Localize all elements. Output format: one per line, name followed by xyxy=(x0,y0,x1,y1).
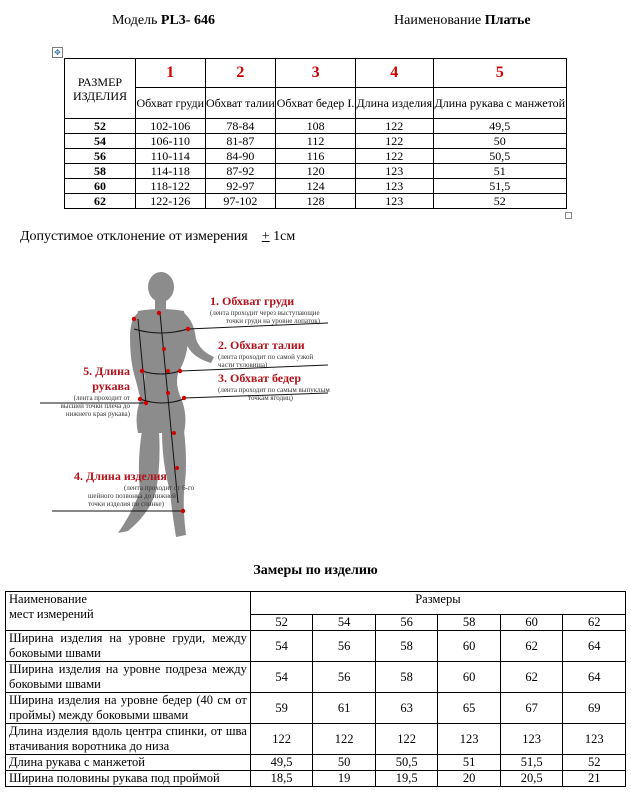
label-length-desc: (лента проходит от 6-го xyxy=(124,484,195,492)
table-cell: 19,5 xyxy=(375,771,438,787)
table-cell: 92-97 xyxy=(205,179,276,194)
label-length-desc: шейного позвонка до нижней xyxy=(88,492,176,500)
table-move-handle-icon[interactable]: ✥ xyxy=(52,47,63,58)
table-cell: 50 xyxy=(433,134,566,149)
name-header-line: мест измерений xyxy=(9,607,94,621)
size-cell: 60 xyxy=(65,179,136,194)
table-row xyxy=(65,134,567,149)
table-cell: 50,5 xyxy=(433,149,566,164)
table-cell: 112 xyxy=(276,134,356,149)
table-cell: 18,5 xyxy=(250,771,313,787)
table-cell: 120 xyxy=(276,164,356,179)
table-cell: 51 xyxy=(433,164,566,179)
column-number: 2 xyxy=(205,59,276,88)
column-header: Обхват талии xyxy=(205,88,276,119)
table-cell: 51 xyxy=(438,755,501,771)
size-header-cell: 60 xyxy=(500,615,563,631)
label-sleeve-desc: (лента проходит от xyxy=(73,394,130,402)
size-header-cell: 62 xyxy=(563,615,626,631)
table-cell: 20 xyxy=(438,771,501,787)
label-hips xyxy=(218,371,330,402)
table-cell: 64 xyxy=(563,631,626,662)
table-cell: 65 xyxy=(438,693,501,724)
measure-name: Ширина половины рукава под проймой xyxy=(6,771,251,787)
table-cell: 122 xyxy=(375,724,438,755)
label-waist xyxy=(218,338,313,369)
table-cell: 122 xyxy=(355,119,433,134)
label-chest-desc: (лента проходит через выступающие xyxy=(210,309,320,317)
table-cell: 62 xyxy=(500,662,563,693)
table-cell: 58 xyxy=(375,631,438,662)
name-header xyxy=(6,592,251,631)
table-row xyxy=(65,149,567,164)
label-length-desc: точки изделия по спинке) xyxy=(88,500,164,508)
table-cell: 50 xyxy=(313,755,376,771)
label-sleeve-title: 5. Длина рукава xyxy=(83,364,130,393)
label-length-title: 4. Длина изделия xyxy=(74,469,167,483)
label-waist-title: 2. Обхват талии xyxy=(218,338,305,352)
table-row xyxy=(6,724,626,755)
table-cell: 123 xyxy=(355,179,433,194)
table-cell: 49,5 xyxy=(433,119,566,134)
table-cell: 123 xyxy=(355,194,433,209)
sizes-header: Размеры xyxy=(250,592,625,615)
table-cell: 60 xyxy=(438,662,501,693)
table-cell: 108 xyxy=(276,119,356,134)
table-cell: 67 xyxy=(500,693,563,724)
table-cell: 60 xyxy=(438,631,501,662)
size-cell: 58 xyxy=(65,164,136,179)
table-row xyxy=(6,662,626,693)
label-waist-desc: части туловища) xyxy=(218,361,268,369)
measure-name: Длина рукава с манжетой xyxy=(6,755,251,771)
table-cell: 63 xyxy=(375,693,438,724)
column-number: 3 xyxy=(276,59,356,88)
table-cell: 106-110 xyxy=(136,134,206,149)
column-header: Обхват бедер I. xyxy=(276,88,356,119)
measurement-figure xyxy=(38,263,368,548)
table-cell: 81-87 xyxy=(205,134,276,149)
table-cell: 122 xyxy=(313,724,376,755)
size-header-cell: 58 xyxy=(438,615,501,631)
table-cell: 61 xyxy=(313,693,376,724)
table-row xyxy=(65,164,567,179)
table-cell: 20,5 xyxy=(500,771,563,787)
size-cell: 54 xyxy=(65,134,136,149)
measure-name: Длина изделия вдоль центра спинки, от шва втачивания воротника до низа xyxy=(6,724,251,755)
table-cell: 69 xyxy=(563,693,626,724)
label-waist-desc: (лента проходит по самой узкой xyxy=(218,353,314,361)
model-label-text: Модель xyxy=(112,13,158,28)
tolerance-note xyxy=(20,229,295,245)
table-cell: 51,5 xyxy=(500,755,563,771)
table-row xyxy=(6,771,626,787)
table-cell: 58 xyxy=(375,662,438,693)
table-cell: 122 xyxy=(355,149,433,164)
size-cell: 52 xyxy=(65,119,136,134)
table-cell: 54 xyxy=(250,662,313,693)
label-chest-title: 1. Обхват груди xyxy=(210,294,295,308)
table-row xyxy=(6,631,626,662)
column-number: 5 xyxy=(433,59,566,88)
column-number: 1 xyxy=(136,59,206,88)
size-header xyxy=(65,59,136,119)
table-cell: 49,5 xyxy=(250,755,313,771)
table-cell: 52 xyxy=(433,194,566,209)
table-row xyxy=(65,194,567,209)
label-chest-desc: точки груди на уровне лопаток) xyxy=(226,317,320,325)
model-label xyxy=(112,13,215,29)
size-header-text: РАЗМЕР ИЗДЕЛИЯ xyxy=(72,74,128,103)
size-cell: 56 xyxy=(65,149,136,164)
label-chest xyxy=(210,294,320,325)
table-cell: 123 xyxy=(438,724,501,755)
product-name-value: Платье xyxy=(484,13,531,28)
measure-name: Ширина изделия на уровне бедер (40 см от проймы) между боковыми швами xyxy=(6,693,251,724)
column-header: Обхват груди xyxy=(136,88,206,119)
table-cell: 56 xyxy=(313,631,376,662)
column-header: Длина изделия xyxy=(355,88,433,119)
table-cell: 87-92 xyxy=(205,164,276,179)
table-cell: 123 xyxy=(500,724,563,755)
table-cell: 122 xyxy=(250,724,313,755)
table-cell: 51,5 xyxy=(433,179,566,194)
label-sleeve-desc: нижнего края рукава) xyxy=(65,410,130,418)
column-header: Длина рукава с манжетой xyxy=(433,88,566,119)
table-row xyxy=(65,179,567,194)
measure-name: Ширина изделия на уровне подреза между боковыми швами xyxy=(6,662,251,693)
table-cell: 19 xyxy=(313,771,376,787)
label-length xyxy=(74,469,194,508)
table-row xyxy=(6,755,626,771)
table-cell: 62 xyxy=(500,631,563,662)
size-cell: 62 xyxy=(65,194,136,209)
tolerance-text: Допустимое отклонение от измерения xyxy=(20,229,248,244)
measure-name: Ширина изделия на уровне груди, между боковыми швами xyxy=(6,631,251,662)
table-cell: 50,5 xyxy=(375,755,438,771)
table-cell: 54 xyxy=(250,631,313,662)
table-cell: 122-126 xyxy=(136,194,206,209)
table-cell: 122 xyxy=(355,134,433,149)
size-header-cell: 52 xyxy=(250,615,313,631)
table-resize-handle[interactable] xyxy=(565,212,572,219)
column-number: 4 xyxy=(355,59,433,88)
size-header-cell: 54 xyxy=(313,615,376,631)
table-cell: 59 xyxy=(250,693,313,724)
label-sleeve-desc: высшей точки плеча до xyxy=(60,402,130,410)
label-sleeve xyxy=(44,364,130,418)
label-hips-desc: точкам ягодиц) xyxy=(248,394,293,402)
tolerance-value: 1см xyxy=(273,229,296,244)
table-cell: 64 xyxy=(563,662,626,693)
product-name xyxy=(394,13,531,29)
table-cell: 123 xyxy=(355,164,433,179)
table-cell: 102-106 xyxy=(136,119,206,134)
product-name-label: Наименование xyxy=(394,13,482,28)
table-cell: 21 xyxy=(563,771,626,787)
size-header-cell: 56 xyxy=(375,615,438,631)
plus-minus-sign: + xyxy=(261,229,270,244)
table-cell: 84-90 xyxy=(205,149,276,164)
table-cell: 123 xyxy=(563,724,626,755)
table-row xyxy=(6,693,626,724)
table-cell: 56 xyxy=(313,662,376,693)
name-header-line: Наименование xyxy=(9,592,87,606)
measurements-title: Замеры по изделию xyxy=(253,563,378,578)
label-hips-title: 3. Обхват бедер xyxy=(218,371,302,385)
size-table xyxy=(64,58,567,209)
table-cell: 52 xyxy=(563,755,626,771)
table-cell: 78-84 xyxy=(205,119,276,134)
table-cell: 124 xyxy=(276,179,356,194)
table-cell: 110-114 xyxy=(136,149,206,164)
label-hips-desc: (лента проходит по самым выпуклым xyxy=(218,386,330,394)
table-cell: 128 xyxy=(276,194,356,209)
table-cell: 97-102 xyxy=(205,194,276,209)
measurements-table xyxy=(5,591,626,787)
model-value: PL3- 646 xyxy=(160,13,215,28)
table-cell: 118-122 xyxy=(136,179,206,194)
table-cell: 116 xyxy=(276,149,356,164)
table-cell: 114-118 xyxy=(136,164,206,179)
table-row xyxy=(65,119,567,134)
